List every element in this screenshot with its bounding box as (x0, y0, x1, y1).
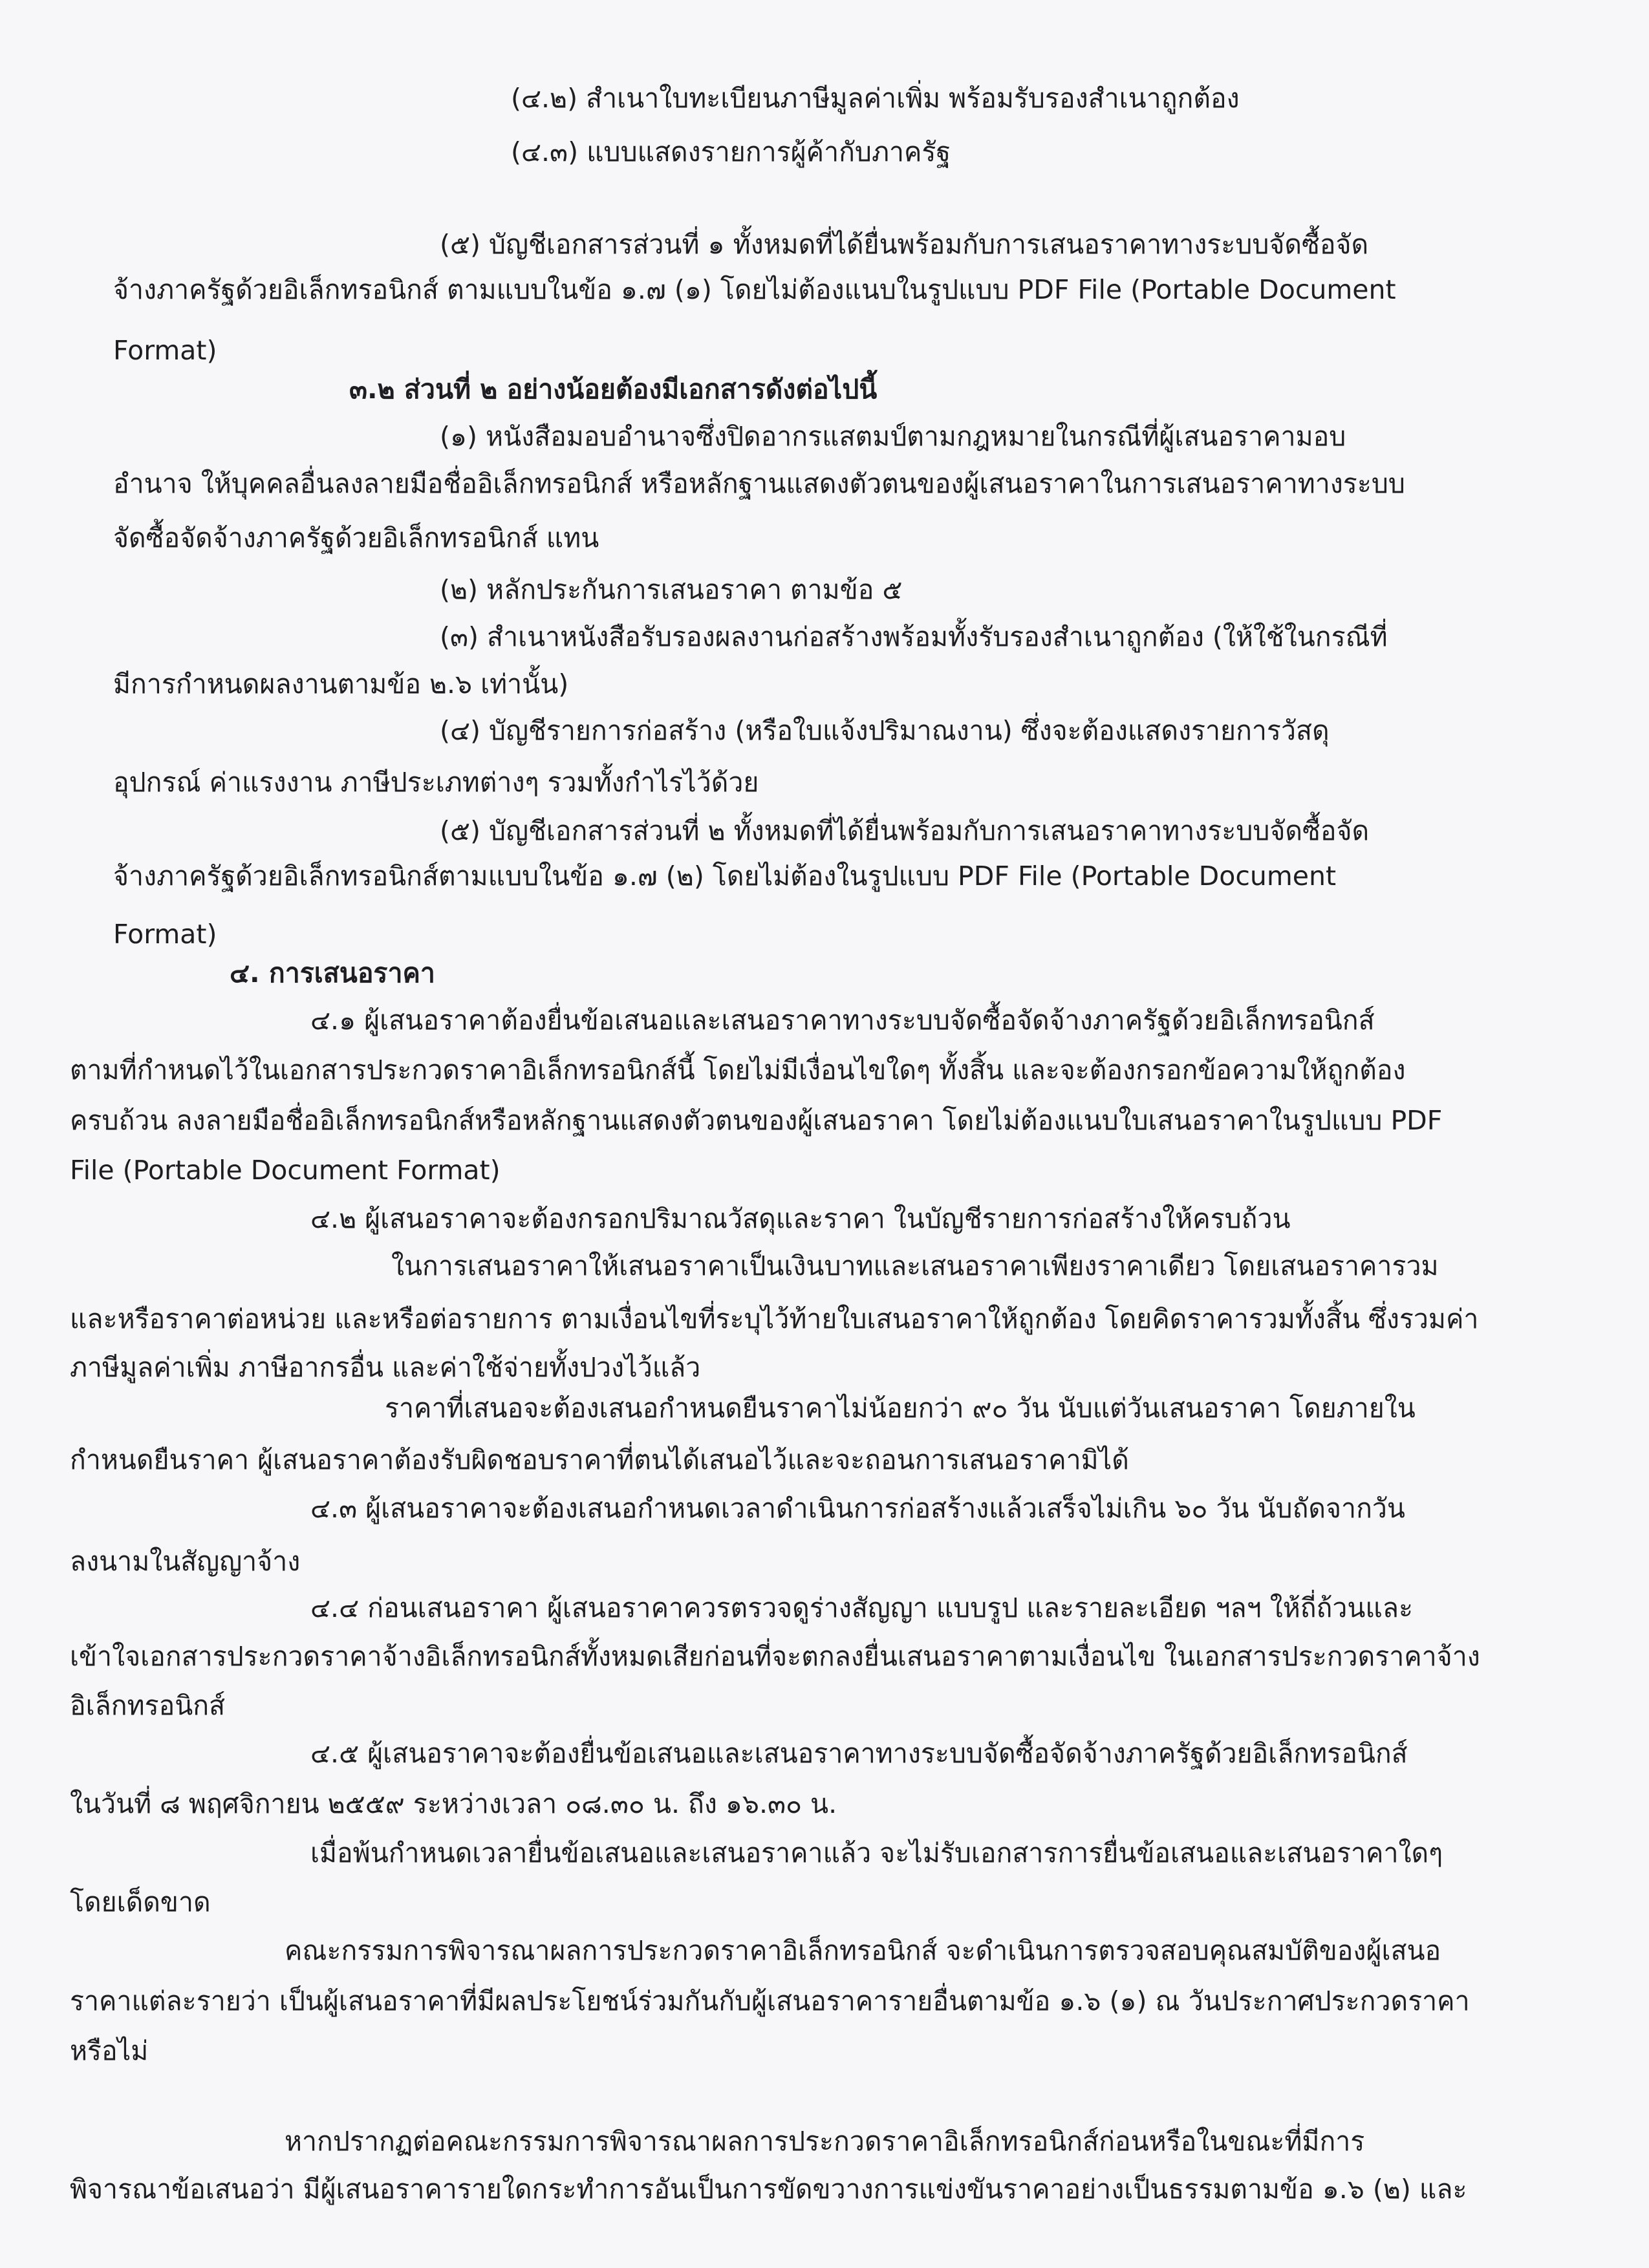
text-line: ลงนามในสัญญาจ้าง (70, 1546, 301, 1577)
text-line: ๔.๓ ผู้เสนอราคาจะต้องเสนอกำหนดเวลาดำเนินการก่อสร้างแล้วเสร็จไม่เกิน ๖๐ วัน นับถัดจากวัน (310, 1493, 1405, 1524)
text-line: จ้างภาครัฐด้วยอิเล็กทรอนิกส์ตามแบบในข้อ ๑.๗ (๒) โดยไม่ต้องในรูปแบบ PDF File (Portable Document (113, 861, 1337, 892)
text-line: ราคาที่เสนอจะต้องเสนอกำหนดยืนราคาไม่น้อยกว่า ๙๐ วัน นับแต่วันเสนอราคา โดยภายใน (385, 1393, 1416, 1424)
text-line: ราคาแต่ละรายว่า เป็นผู้เสนอราคาที่มีผลประโยชน์ร่วมกันกับผู้เสนอราคารายอื่นตามข้อ ๑.๖ (๑) ณ วันประกาศประกวดราคา (70, 1985, 1470, 2017)
text-line: ในวันที่ ๘ พฤศจิกายน ๒๕๕๙ ระหว่างเวลา ๐๘.๓๐ น. ถึง ๑๖.๓๐ น. (70, 1788, 837, 1819)
text-line: หรือไม่ (70, 2035, 149, 2066)
text-line: อิเล็กทรอนิกส์ (70, 1690, 226, 1721)
text-line: (๔.๓) แบบแสดงรายการผู้ค้ากับภาครัฐ (511, 136, 951, 167)
text-line: Format) (113, 919, 217, 950)
text-line: พิจารณาข้อเสนอว่า มีผู้เสนอราคารายใดกระทำการอันเป็นการขัดขวางการแข่งขันราคาอย่างเป็นธรรมตามข้อ ๑.๖ (๒) และ (70, 2174, 1467, 2205)
text-line: (๒) หลักประกันการเสนอราคา ตามข้อ ๕ (440, 574, 903, 605)
text-line: ตามที่กำหนดไว้ในเอกสารประกวดราคาอิเล็กทรอนิกส์นี้ โดยไม่มีเงื่อนไขใดๆ ทั้งสิ้น และจะต้องกรอกข้อความให้ถูกต้อง (70, 1054, 1406, 1086)
text-line: อำนาจ ให้บุคคลอื่นลงลายมือชื่ออิเล็กทรอนิกส์ หรือหลักฐานแสดงตัวตนของผู้เสนอราคาในการเสนอราคาทางระบบ (113, 468, 1405, 499)
text-line: จ้างภาครัฐด้วยอิเล็กทรอนิกส์ ตามแบบในข้อ ๑.๗ (๑) โดยไม่ต้องแนบในรูปแบบ PDF File (Portable Document (113, 274, 1396, 305)
text-line: กำหนดยืนราคา ผู้เสนอราคาต้องรับผิดชอบราคาที่ตนได้เสนอไว้และจะถอนการเสนอราคามิได้ (70, 1444, 1129, 1475)
text-line: และหรือราคาต่อหน่วย และหรือต่อรายการ ตามเงื่อนไขที่ระบุไว้ท้ายใบเสนอราคาให้ถูกต้อง โดยคิดราคารวมทั้งสิ้น ซึ่งรวมค่า (70, 1303, 1479, 1334)
text-line: (๔) บัญชีรายการก่อสร้าง (หรือใบแจ้งปริมาณงาน) ซึ่งจะต้องแสดงรายการวัสดุ (440, 715, 1330, 746)
text-line: ครบถ้วน ลงลายมือชื่ออิเล็กทรอนิกส์หรือหลักฐานแสดงตัวตนของผู้เสนอราคา โดยไม่ต้องแนบใบเสนอราคาในรูปแบบ PDF (70, 1105, 1443, 1136)
text-line: (๕) บัญชีเอกสารส่วนที่ ๒ ทั้งหมดที่ได้ยื่นพร้อมกับการเสนอราคาทางระบบจัดซื้อจัด (440, 815, 1370, 846)
text-line: อุปกรณ์ ค่าแรงงาน ภาษีประเภทต่างๆ รวมทั้งกำไรไว้ด้วย (113, 767, 759, 798)
text-line: (๕) บัญชีเอกสารส่วนที่ ๑ ทั้งหมดที่ได้ยื่นพร้อมกับการเสนอราคาทางระบบจัดซื้อจัด (440, 229, 1369, 260)
text-line: เข้าใจเอกสารประกวดราคาจ้างอิเล็กทรอนิกส์ทั้งหมดเสียก่อนที่จะตกลงยื่นเสนอราคาตามเงื่อนไข ในเอกสารประกวดราคาจ้าง (70, 1641, 1480, 1672)
text-line: Format) (113, 335, 217, 366)
text-line: ในการเสนอราคาให้เสนอราคาเป็นเงินบาทและเสนอราคาเพียงราคาเดียว โดยเสนอราคารวม (391, 1250, 1439, 1281)
text-line: ภาษีมูลค่าเพิ่ม ภาษีอากรอื่น และค่าใช้จ่ายทั้งปวงไว้แล้ว (70, 1352, 701, 1383)
text-line: เมื่อพ้นกำหนดเวลายื่นข้อเสนอและเสนอราคาแล้ว จะไม่รับเอกสารการยื่นข้อเสนอและเสนอราคาใดๆ (310, 1837, 1443, 1868)
text-line: (๔.๒) สำเนาใบทะเบียนภาษีมูลค่าเพิ่ม พร้อมรับรองสำเนาถูกต้อง (511, 83, 1240, 114)
text-line: คณะกรรมการพิจารณาผลการประกวดราคาอิเล็กทรอนิกส์ จะดำเนินการตรวจสอบคุณสมบัติของผู้เสนอ (285, 1935, 1441, 1966)
text-line: ๔.๕ ผู้เสนอราคาจะต้องยื่นข้อเสนอและเสนอราคาทางระบบจัดซื้อจัดจ้างภาครัฐด้วยอิเล็กทรอนิกส์ (310, 1738, 1408, 1769)
section-heading: ๔. การเสนอราคา (230, 957, 435, 989)
text-line: จัดซื้อจัดจ้างภาครัฐด้วยอิเล็กทรอนิกส์ แทน (113, 522, 599, 553)
section-heading: ๓.๒ ส่วนที่ ๒ อย่างน้อยต้องมีเอกสารดังต่อไปนี้ (349, 374, 878, 405)
text-line: มีการกำหนดผลงานตามข้อ ๒.๖ เท่านั้น) (113, 669, 569, 700)
text-line: ๔.๔ ก่อนเสนอราคา ผู้เสนอราคาควรตรวจดูร่างสัญญา แบบรูป และรายละเอียด ฯลฯ ให้ถี่ถ้วนและ (310, 1592, 1414, 1623)
text-line: (๑) หนังสือมอบอำนาจซึ่งปิดอากรแสตมป์ตามกฎหมายในกรณีที่ผู้เสนอราคามอบ (440, 421, 1346, 452)
text-line: File (Portable Document Format) (70, 1155, 501, 1186)
text-line: โดยเด็ดขาด (70, 1887, 211, 1918)
text-line: ๔.๒ ผู้เสนอราคาจะต้องกรอกปริมาณวัสดุและราคา ในบัญชีรายการก่อสร้างให้ครบถ้วน (310, 1203, 1291, 1234)
text-line: ๔.๑ ผู้เสนอราคาต้องยื่นข้อเสนอและเสนอราคาทางระบบจัดซื้อจัดจ้างภาครัฐด้วยอิเล็กทรอนิกส์ (310, 1005, 1375, 1036)
text-line: หากปรากฏต่อคณะกรรมการพิจารณาผลการประกวดราคาอิเล็กทรอนิกส์ก่อนหรือในขณะที่มีการ (285, 2126, 1365, 2157)
text-line: (๓) สำเนาหนังสือรับรองผลงานก่อสร้างพร้อมทั้งรับรองสำเนาถูกต้อง (ให้ใช้ในกรณีที่ (440, 621, 1388, 652)
